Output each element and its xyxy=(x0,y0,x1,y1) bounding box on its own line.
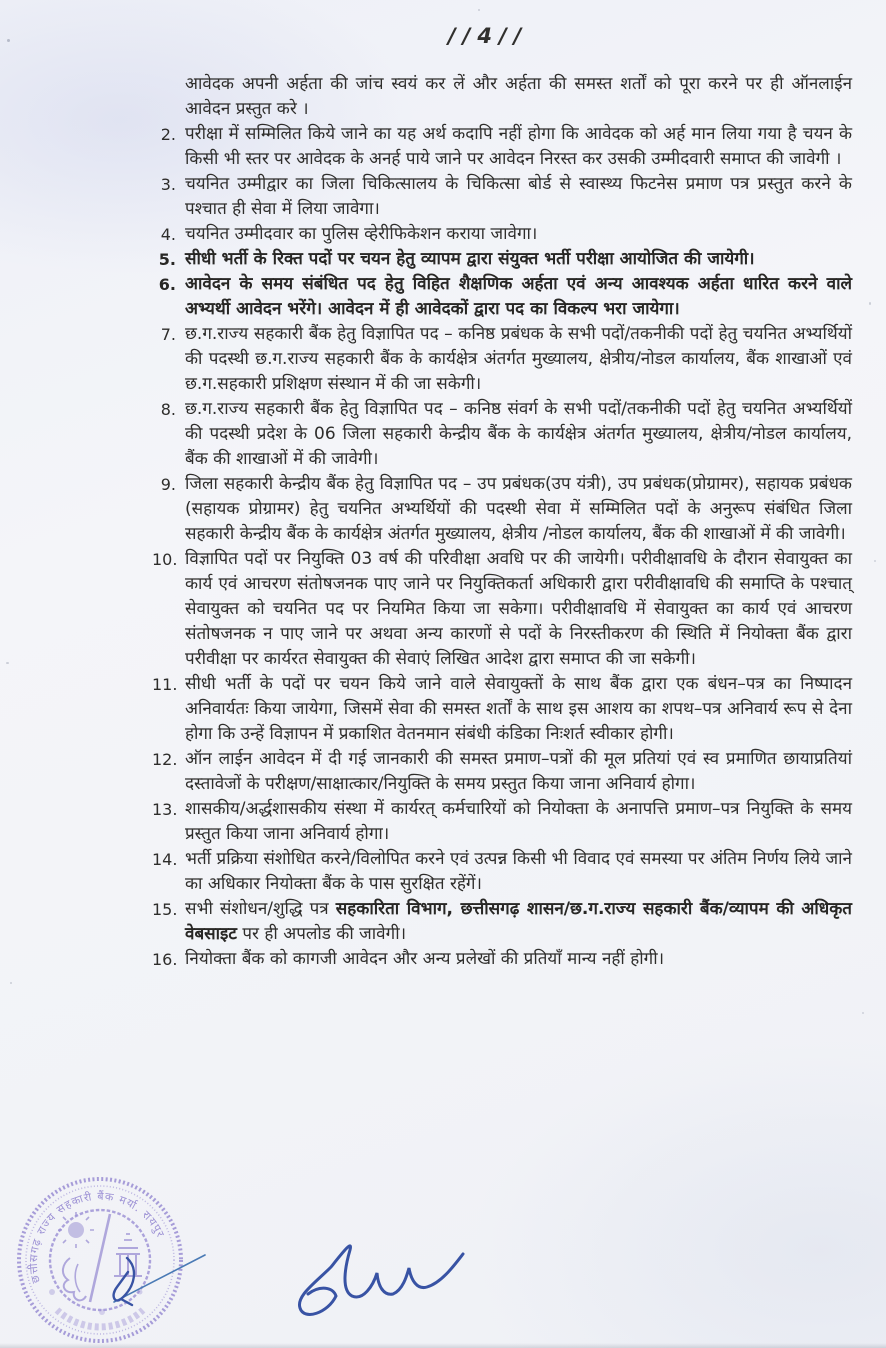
item-text: नियोक्ता बैंक को कागजी आवेदन और अन्य प्रलेखों की प्रतियाँ मान्य नहीं होगी। xyxy=(185,949,665,969)
list-item-8 xyxy=(152,397,852,472)
item-number: 10. xyxy=(152,550,178,569)
item-text: चयनित उम्मीदवार का पुलिस व्हेरीफिकेशन कराया जावेगा। xyxy=(185,224,538,244)
item-text: चयनित उम्मीद्वार का जिला चिकित्सालय के चिकित्सा बोर्ड से स्वास्थ्य फिटनेस प्रमाण पत्र प्रस्तुत करने के पश्चात ही सेवा में लिया जावेगा। xyxy=(185,174,852,219)
item-number: 7. xyxy=(160,325,176,344)
list-item-9 xyxy=(152,472,852,547)
list-item-3 xyxy=(152,172,852,222)
item-text: ऑन लाईन आवेदन में दी गई जानकारी की समस्त प्रमाण–पत्रों की मूल प्रतियां एवं स्व प्रमाणित छायाप्रतियां दस्तावेजों के परीक्षण/साक्षात्कार/नियुक्ति के समय प्रस्तुत किया जाना अनिवार्य होगा। xyxy=(185,749,852,794)
item-text: आवेदन के समय संबंधित पद हेतु विहित शैक्षणिक अर्हता एवं अन्य आवश्यक अर्हता धारित करने वाले अभ्यर्थी आवेदन भरेंगे। आवेदन में ही आवेदकों द्वारा पद का विकल्प भरा जायेगा। xyxy=(185,274,852,319)
scan-speck xyxy=(874,560,876,562)
item-text: भर्ती प्रक्रिया संशोधित करने/विलोपित करने एवं उत्पन्न किसी भी विवाद एवं समस्या पर अंतिम निर्णय लिये जाने का अधिकार नियोक्ता बैंक के पास सुरक्षित रहेंगें। xyxy=(185,849,852,894)
item-number: 4. xyxy=(160,225,176,244)
item-number: 2. xyxy=(160,125,176,144)
intro-paragraph: आवेदक अपनी अर्हता की जांच स्वयं कर लें और अर्हता की समस्त शर्तों को पूरा करने पर ही ऑनलाईन आवेदन प्रस्तुत करे । xyxy=(185,74,852,119)
list-item-4 xyxy=(152,222,852,247)
item-text: छ.ग.राज्य सहकारी बैंक हेतु विज्ञापित पद – कनिष्ठ संवर्ग के सभी पदों/तकनीकी पदों हेतु चयनित अभ्यर्थियों की पदस्थी प्रदेश के 06 जिला सहकारी केन्द्रीय बैंक के कार्यक्षेत्र अंतर्गत मुख्यालय, क्षेत्रीय/नोडल कार्यालय, बैंक की शाखाओं में की जावेगी। xyxy=(185,399,852,469)
list-item-6 xyxy=(152,272,852,322)
item-text: छ.ग.राज्य सहकारी बैंक हेतु विज्ञापित पद – कनिष्ठ प्रबंधक के सभी पदों/तकनीकी पदों हेतु चयनित अभ्यर्थियों की पदस्थी छ.ग.राज्य सहकारी बैंक के कार्यक्षेत्र अंतर्गत मुख्यालय, क्षेत्रीय/नोडल कार्यालय, बैंक शाखाओं एवं छ.ग.सहकारी प्रशिक्षण संस्थान में की जा सकेगी। xyxy=(185,324,852,394)
scan-speck xyxy=(869,302,871,305)
item-number: 6. xyxy=(158,275,176,294)
document-body xyxy=(152,72,852,972)
scan-speck xyxy=(862,1012,864,1014)
item-number: 12. xyxy=(152,750,178,769)
item-number: 9. xyxy=(160,475,176,494)
stamp-ring-text: छत्तीसगढ़ राज्य सहकारी बैंक मर्या. रायपुर xyxy=(26,1189,168,1285)
item-number: 16. xyxy=(152,950,178,969)
item-number: 11. xyxy=(152,675,178,694)
item-text: जिला सहकारी केन्द्रीय बैंक हेतु विज्ञापित पद – उप प्रबंधक(उप यंत्री), उप प्रबंधक(प्रोग्रामर), सहायक प्रबंधक (सहायक प्रोग्रामर) हेतु चयनित अभ्यर्थियों की पदस्थी सेवा में सम्मिलित पदों के अनुरूप संबंधित जिला सहकारी केन्द्रीय बैंक के कार्यक्षेत्र अंतर्गत मुख्यालय, क्षेत्रीय /नोडल कार्यालय, बैंक की शाखाओं में की जावेगी। xyxy=(185,474,852,544)
item-number: 13. xyxy=(152,800,178,819)
item-number: 5. xyxy=(158,250,176,269)
list-item-12 xyxy=(152,747,852,797)
item-text: शासकीय/अर्द्धशासकीय संस्था में कार्यरत् कर्मचारियों को नियोक्ता के अनापत्ति प्रमाण–पत्र नियुक्ति के समय प्रस्तुत किया जाना अनिवार्य होगा। xyxy=(185,799,852,844)
list-item-14 xyxy=(152,847,852,897)
item-number: 3. xyxy=(160,175,176,194)
list-item-15 xyxy=(152,897,852,947)
page-number: //4// xyxy=(448,24,529,48)
list-item-16 xyxy=(152,947,852,972)
scan-speck xyxy=(6,662,9,664)
item-text: सभी संशोधन/शुद्धि पत्र xyxy=(185,899,336,919)
scan-speck xyxy=(7,39,10,42)
item-number: 8. xyxy=(160,400,176,419)
clause-list xyxy=(152,122,852,972)
list-item-5 xyxy=(152,247,852,272)
scan-speck xyxy=(10,982,12,984)
list-item-2 xyxy=(152,122,852,172)
signature xyxy=(90,1228,480,1346)
list-item-7 xyxy=(152,322,852,397)
scan-speck xyxy=(478,9,480,11)
list-item-10 xyxy=(152,547,852,672)
item-number: 15. xyxy=(152,900,178,919)
item-text: सीधी भर्ती के रिक्त पदों पर चयन हेतु व्यापम द्वारा संयुक्त भर्ती परीक्षा आयोजित की जायेगी। xyxy=(185,249,755,269)
list-item-13 xyxy=(152,797,852,847)
item-text: पर ही अपलोड की जावेगी। xyxy=(236,924,407,944)
item-text-bold: सहकारिता विभाग, छत्तीसगढ़ शासन/छ.ग.राज्य सहकारी बैंक/व्यापम की अधिकृत वेबसाइट xyxy=(185,899,852,944)
item-number: 14. xyxy=(152,850,178,869)
item-text: परीक्षा में सम्मिलित किये जाने का यह अर्थ कदापि नहीं होगा कि आवेदक को अर्ह मान लिया गया है चयन के किसी भी स्तर पर आवेदक के अनर्ह पाये जाने पर आवेदन निरस्त कर उसकी उम्मीदवारी समाप्त की जावेगी । xyxy=(185,124,852,169)
item-text: विज्ञापित पदों पर नियुक्ति 03 वर्ष की परिवीक्षा अवधि पर की जायेगी। परीवीक्षावधि के दौरान सेवायुक्त का कार्य एवं आचरण संतोषजनक पाए जाने पर नियुक्तिकर्ता अधिकारी द्वारा परीवीक्षावधि की समाप्ति के पश्चात् सेवायुक्त को चयनित पद पर नियमित किया जा सकेगा। परीवीक्षावधि में सेवायुक्त का कार्य एवं आचरण संतोषजनक न पाए जाने पर अथवा अन्य कारणों से पदों के निरस्तीकरण की स्थिति में नियोक्ता बैंक द्वारा परीवीक्षा पर कार्यरत सेवायुक्त की सेवाएं लिखित आदेश द्वारा समाप्त की जा सकेगी। xyxy=(185,549,852,669)
item-text: सीधी भर्ती के पदों पर चयन किये जाने वाले सेवायुक्तों के साथ बैंक द्वारा एक बंधन–पत्र का निष्पादन अनिवार्यतः किया जायेगा, जिसमें सेवा की समस्त शर्तों के साथ इस आशय का शपथ–पत्र अनिवार्य रूप से देना होगा कि उन्हें विज्ञापन में प्रकाशित वेतनमान संबंधी कंडिका निःशर्त स्वीकार होगी। xyxy=(185,674,852,744)
list-item-11 xyxy=(152,672,852,747)
